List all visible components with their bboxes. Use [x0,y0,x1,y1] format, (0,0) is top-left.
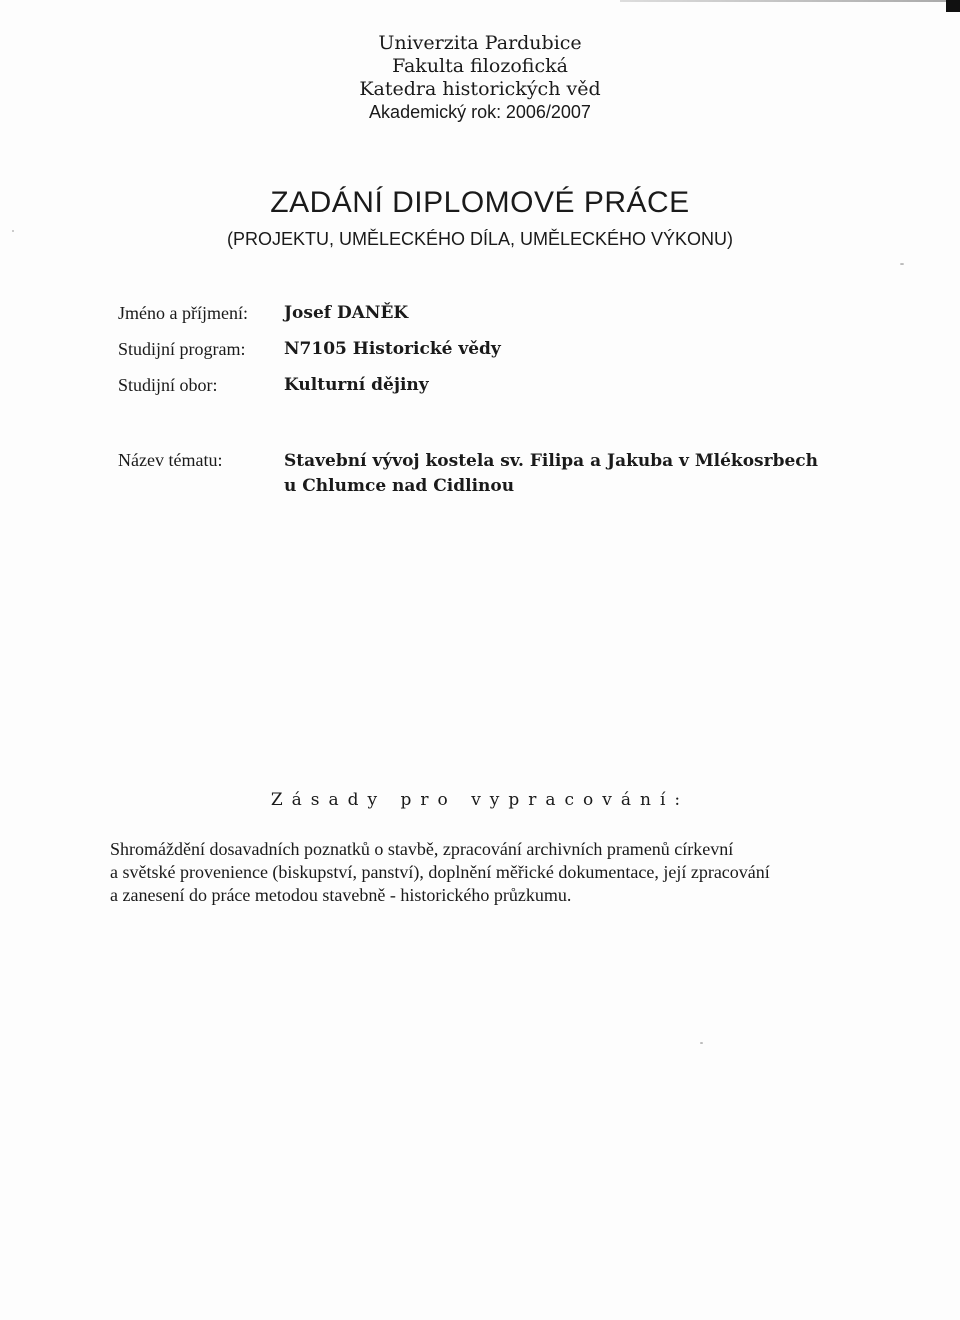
topic-label: Název tématu: [118,450,223,470]
academic-year-value: 2006/2007 [505,102,591,122]
scan-speck [900,263,904,265]
scan-speck [12,230,14,232]
field-value-field: Kulturní dějiny [284,375,429,395]
principles-line-2: a světské provenience (biskupství, panství), doplnění měřické dokumentace, její zpracování [110,862,770,882]
field-value-name: Josef DANĚK [284,303,409,323]
principles-body [110,838,850,907]
principles-line-1: Shromáždění dosavadních poznatků o stavbě, zpracování archivních pramenů církevní [110,839,734,859]
field-label-name: Jméno a příjmení: [118,303,248,323]
topic-line-1: Stavební vývoj kostela sv. Filipa a Jakuba v Mlékosrbech [284,451,818,471]
faculty-name: Fakulta filozofická [392,55,568,77]
department-name: Katedra historických věd [359,78,601,100]
principles-line-3: a zanesení do práce metodou stavebně - historického průzkumu. [110,885,572,905]
document-subtitle: (PROJEKTU, UMĚLECKÉHO DÍLA, UMĚLECKÉHO VÝKONU) [226,229,734,249]
scan-edge-top [620,0,950,2]
academic-year-label: Akademický rok: [369,102,502,122]
field-label-field: Studijní obor: [118,375,218,395]
field-value-program: N7105 Historické vědy [284,339,501,359]
principles-heading: Zásady pro vypracování: [270,790,690,810]
scan-speck [700,1042,703,1044]
field-label-program: Studijní program: [118,339,246,359]
university-name: Univerzita Pardubice [378,32,582,54]
academic-year [0,101,960,124]
scan-edge-corner [946,0,960,12]
topic-value [284,449,844,499]
document-title: ZADÁNÍ DIPLOMOVÉ PRÁCE [270,186,690,219]
topic-line-2: u Chlumce nad Cidlinou [284,476,515,496]
